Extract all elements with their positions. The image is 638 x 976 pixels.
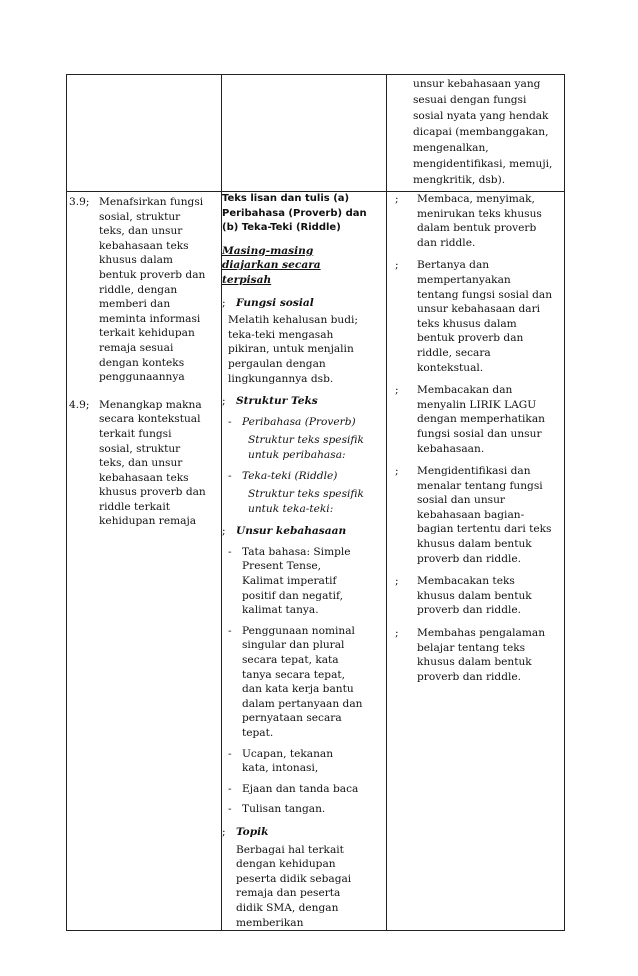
text-line: Struktur teks spesifik [248,434,364,447]
text-line: dan riddle. [417,236,476,249]
unsur-item [228,624,386,741]
continuation-cell [387,75,565,192]
text-line: Tata bahasa: Simple [242,545,351,558]
text-line: teks khusus dalam [417,317,517,330]
kd-number: 4.9; [69,398,90,411]
kd-line: kebahasaan teks [99,471,189,484]
bullet-semicolon: ; [222,825,226,838]
materi-cell [222,192,387,931]
continuation-row [67,75,565,192]
text-line: Mengidentifikasi dan [417,465,531,478]
text-line: kontekstual. [417,361,484,374]
text-line: remaja dan peserta [236,887,341,900]
note-line: diajarkan secara [222,259,321,272]
text-line: kalimat tanya. [242,604,319,617]
heading-line: Teks lisan dan tulis (a) [222,193,350,204]
text-line: Tulisan tangan. [242,803,326,816]
kd-line: riddle, dengan [99,283,178,296]
materi-note [222,244,386,288]
kd-item [67,398,221,529]
text-line: khusus dalam bentuk [417,656,532,669]
kd-line: penggunaannya [99,371,185,384]
text-line: unsur kebahasaan dari [417,303,541,316]
text-line: Ejaan dan tanda baca [242,782,359,795]
text-line: didik SMA, dengan [236,901,339,914]
text-line: menalar tentang fungsi [417,479,543,492]
text-line: Present Tense, [242,560,322,573]
kd-line: khusus proverb dan [99,486,206,499]
section-title: Fungsi sosial [236,296,314,309]
kd-line: khusus dalam [99,254,173,267]
continuation-line: unsur kebahasaan yang [413,78,541,90]
text-line: untuk peribahasa: [248,448,346,461]
kd-line: Menafsirkan fungsi [99,196,204,208]
text-line: proverb dan riddle. [417,604,522,617]
kegiatan-item [387,258,564,375]
text-line: secara tepat, kata [242,654,339,667]
fungsi-text [228,313,386,386]
text-line: Melatih kehalusan budi; [228,314,358,327]
text-line: Bertanya dan [417,259,490,272]
text-line: belajar tentang teks [417,641,526,654]
text-line: kebahasaan. [417,442,485,455]
text-line: proverb dan riddle. [417,670,522,683]
bullet-semicolon: ; [395,575,399,588]
kd-line: terkait fungsi [99,427,172,440]
dash-bullet: - [228,415,232,428]
section-title: Unsur kebahasaan [236,525,347,538]
text-line: Penggunaan nominal [242,624,355,637]
unsur-item [228,747,386,776]
continuation-line: sosial nyata yang hendak [413,110,549,122]
kd-line: kebahasaan teks [99,239,189,252]
unsur-item [228,782,386,797]
text-line: pikiran, untuk menjalin [228,343,354,356]
text-line: dan kata kerja bantu [242,683,354,696]
note-line: Masing-masing [222,244,314,257]
text-line: riddle, secara [417,346,491,359]
unsur-item [228,545,386,618]
section-title: Struktur Teks [236,395,318,408]
materi-heading [222,192,386,236]
text-line: kebahasaan bagian- [417,508,525,521]
kd-line: teks, dan unsur [99,225,183,238]
kd-line: memberi dan [99,298,171,311]
text-line: tanya secara tepat, [242,668,346,681]
kd-line: kehidupan remaja [99,515,197,528]
note-line: terpisah [222,273,272,286]
text-line: menyalin LIRIK LAGU [417,398,537,411]
text-line: memberikan [236,916,304,929]
text-line: singular dan plural [242,639,345,652]
text-line: Membacakan teks [417,575,515,588]
content-row [67,192,565,931]
text-line: bagian tertentu dari teks [417,523,552,536]
bullet-semicolon: ; [395,627,399,640]
section-struktur [222,394,386,409]
kegiatan-cell [387,192,565,931]
continuation-line: sesuai dengan fungsi [413,94,527,106]
dash-bullet: - [228,624,232,637]
struktur-subtext [248,433,386,462]
text-line: teka-teki mengasah [228,328,334,341]
text-line: dalam bentuk proverb [417,222,537,235]
kd-line: teks, dan unsur [99,457,183,470]
empty-cell-materi [222,75,387,192]
kegiatan-item [387,626,564,684]
kegiatan-item [387,192,564,250]
continuation-line: mengkritik, dsb). [413,174,506,186]
text-line: peserta didik sebagai [236,872,352,885]
heading-line: (b) Teka-Teki (Riddle) [222,222,341,234]
text-line: Struktur teks spesifik [248,488,364,501]
kd-line: bentuk proverb dan [99,268,206,281]
text-line: bentuk proverb dan [417,332,524,345]
syllabus-table [66,74,565,931]
text-line: tentang fungsi sosial dan [417,288,553,301]
unsur-item [228,802,386,817]
text-line: mempertanyakan [417,273,511,286]
bullet-semicolon: ; [222,296,226,309]
kd-line: riddle terkait [99,500,171,513]
text-line: dengan memperhatikan [417,413,545,426]
text-line: fungsi sosial dan unsur [417,427,542,440]
bullet-semicolon: ; [395,193,399,205]
heading-line: Peribahasa (Proverb) dan [222,207,367,219]
kd-line: meminta informasi [99,312,201,325]
continuation-line: mengidentifikasi, memuji, [413,158,553,170]
bullet-semicolon: ; [395,384,399,397]
bullet-semicolon: ; [395,465,399,478]
kd-line: Menangkap makna [99,398,202,411]
empty-cell-kd [67,75,222,192]
text-line: pernyataan secara [242,712,342,725]
dash-bullet: - [228,469,232,482]
text-line: pergaulan dengan [228,357,326,370]
kd-cell [67,192,222,931]
kd-line: sosial, struktur [99,442,181,455]
kd-line: remaja sesuai [99,341,174,354]
text-line: menirukan teks khusus [417,207,542,220]
struktur-subtext [248,487,386,516]
topik-text [236,843,386,931]
kd-text [99,195,221,385]
bullet-semicolon: ; [222,525,226,538]
kd-item [67,192,221,385]
struktur-item [228,415,386,430]
text-line: lingkungannya dsb. [228,372,334,385]
dash-bullet: - [228,803,232,816]
dash-bullet: - [228,545,232,558]
text-line: proverb dan riddle. [417,552,522,565]
continuation-line: dicapai (membanggakan, [413,126,549,138]
dash-bullet: - [228,747,232,760]
section-title: Topik [236,825,269,838]
kd-line: terkait kehidupan [99,327,195,340]
text-line: Membahas pengalaman [417,627,546,640]
text-line: Kalimat imperatif [242,575,337,588]
bullet-semicolon: ; [395,259,399,272]
kd-text [99,398,221,529]
continuation-line: mengenalkan, [413,142,489,154]
kd-line: secara kontekstual [99,413,201,426]
text-line: Ucapan, tekanan [242,747,334,760]
text-line: positif dan negatif, [242,589,343,602]
section-fungsi [222,296,386,311]
text-line: Membaca, menyimak, [417,193,535,205]
item-label: Teka-teki (Riddle) [242,469,338,482]
text-line: kata, intonasi, [242,762,319,775]
text-line: sosial dan unsur [417,494,505,507]
kegiatan-item [387,464,564,566]
text-line: untuk teka-teki: [248,502,334,515]
section-unsur [222,524,386,539]
text-line: tepat. [242,727,274,739]
item-label: Peribahasa (Proverb) [242,415,356,428]
kd-number: 3.9; [69,196,90,208]
kegiatan-item [387,383,564,456]
kegiatan-item [387,574,564,618]
text-line: dengan kehidupan [236,858,336,871]
text-line: khusus dalam bentuk [417,538,532,551]
kd-line: dengan konteks [99,356,185,369]
section-topik [222,825,386,840]
text-line: dalam pertanyaan dan [242,697,363,710]
kd-line: sosial, struktur [99,210,181,223]
text-line: Berbagai hal terkait [236,843,344,856]
dash-bullet: - [228,782,232,795]
text-line: Membacakan dan [417,384,513,397]
text-line: khusus dalam bentuk [417,589,532,602]
struktur-item [228,469,386,484]
bullet-semicolon: ; [222,395,226,408]
